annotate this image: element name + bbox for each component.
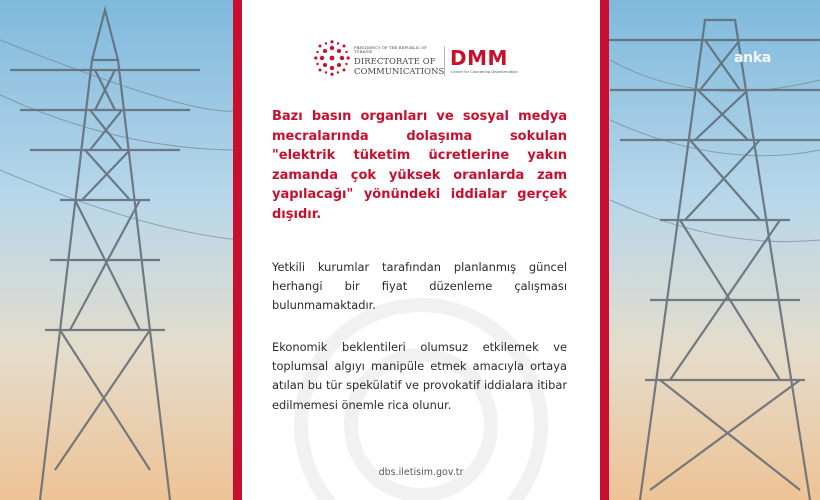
anka-watermark-logo: anka	[734, 50, 771, 66]
announcement-card	[233, 0, 609, 500]
dmm-logo: DMM	[450, 46, 508, 70]
logo-divider	[444, 46, 445, 76]
header-logos	[314, 40, 534, 82]
directorate-name	[354, 56, 444, 76]
directorate-name-line2: COMMUNICATIONS	[354, 66, 445, 76]
directorate-name-line1: DIRECTORATE OF	[354, 56, 436, 66]
dmm-subtitle: Center for Countering Disinformation	[451, 70, 518, 74]
paragraph-no-price-change: Yetkili kurumlar tarafından planlanmış güncel herhangi bir fiyat düzenleme çalışması bulunmamaktadır.	[272, 260, 567, 313]
headline-statement: Bazı basın organları ve sosyal medya mecralarında dolaşıma sokulan "elektrik tüketim ücretlerine yakın zamanda çok yüksek oranlarda zam yapılacağı" yönündeki iddialar gerçek dışıdır.	[272, 109, 567, 222]
paragraph-request: Ekonomik beklentileri olumsuz etkilemek ve toplumsal algıyı manipüle etmek amacıyla ortaya atılan bu tür spekülatif ve provokatif iddialara itibar edilmemesi önemle rica olunur.	[272, 340, 567, 412]
directorate-of-communications-emblem-icon	[314, 40, 350, 82]
directorate-small-caption: PRESIDENCY OF THE REPUBLIC OF TÜRKİYE	[354, 46, 427, 54]
footer-website-url: dbs.iletisim.gov.tr	[378, 467, 464, 478]
announcement-card-body	[242, 0, 600, 500]
